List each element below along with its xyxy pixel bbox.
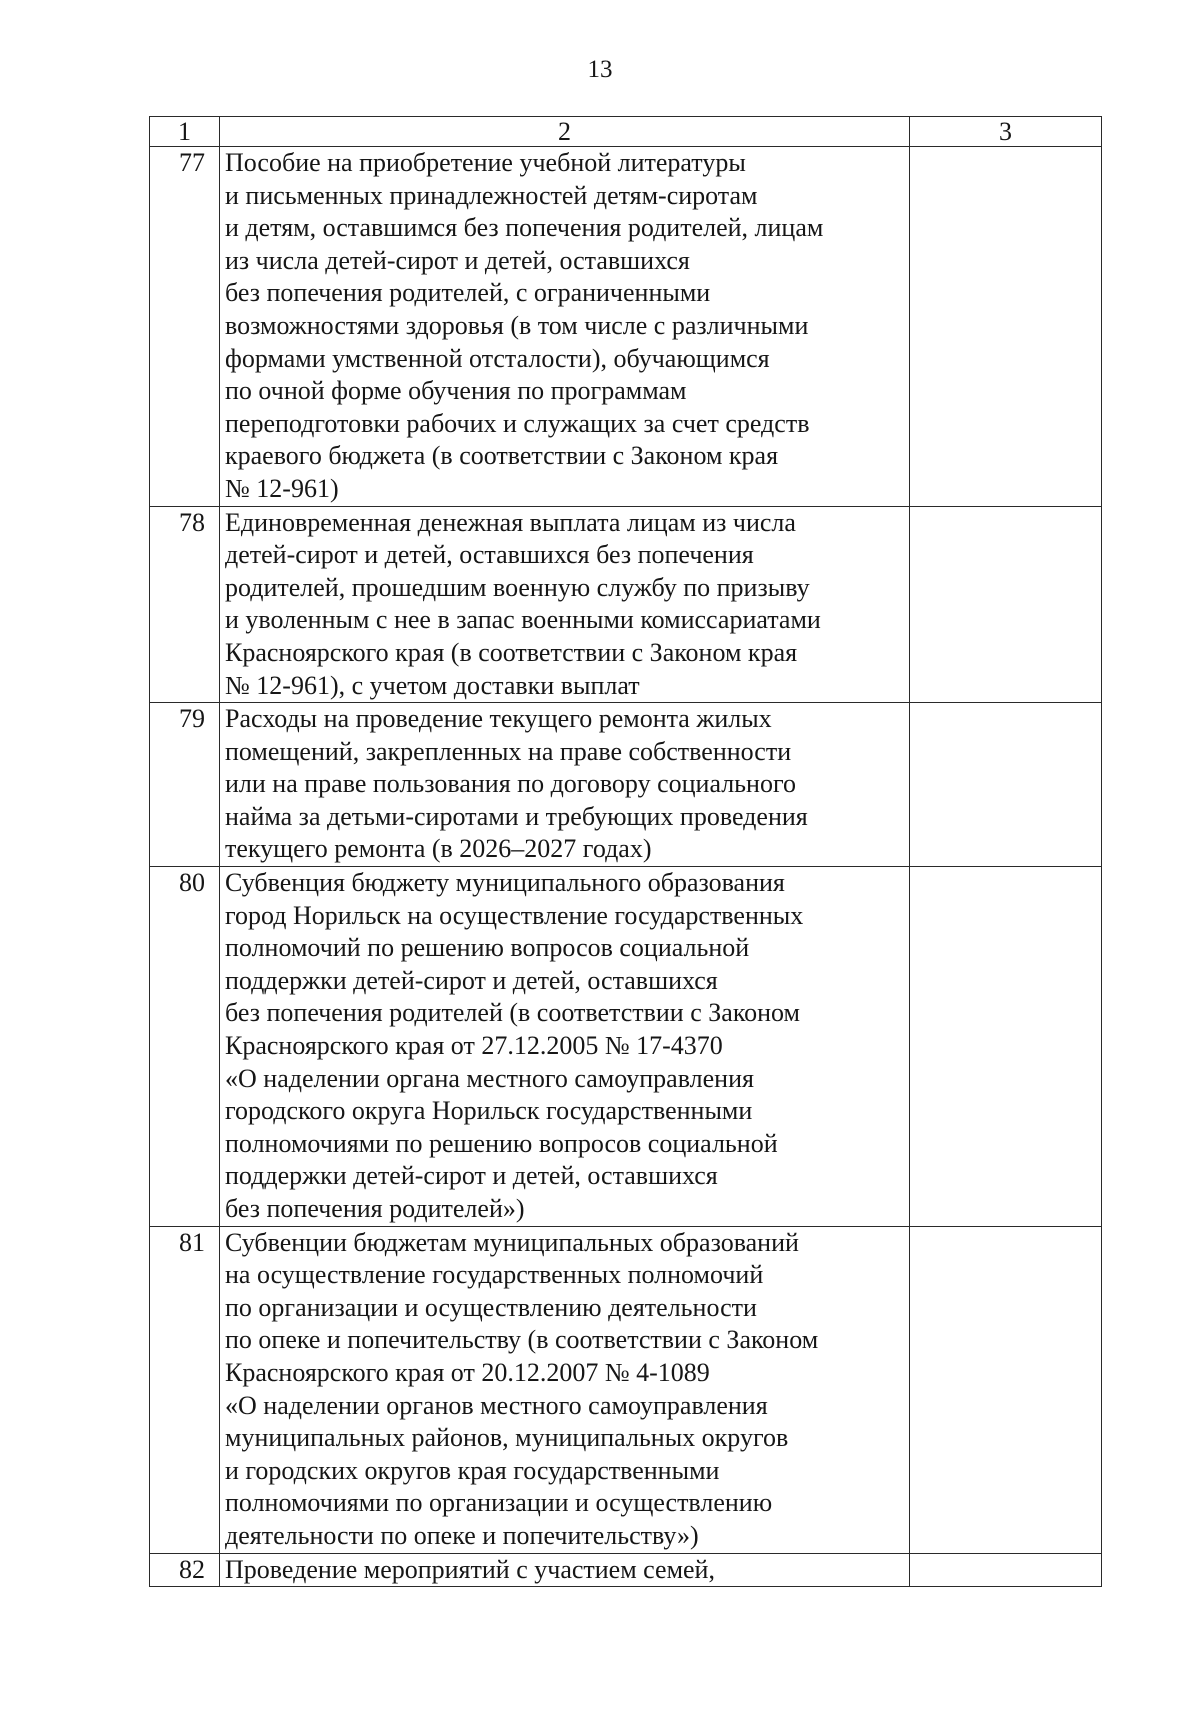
- description-line: переподготовки рабочих и служащих за счет средств: [225, 408, 810, 438]
- row-col3: [910, 1226, 1102, 1553]
- description-line: поддержки детей-сирот и детей, оставшихся: [225, 965, 718, 995]
- description-line: и письменных принадлежностей детям-сиротам: [225, 180, 758, 210]
- description-line: № 12-961), с учетом доставки выплат: [225, 670, 640, 700]
- description-line: полномочиями по решению вопросов социальной: [225, 1128, 778, 1158]
- row-number: 77: [150, 147, 220, 507]
- row-col3: [910, 147, 1102, 507]
- description-line: текущего ремонта (в 2026–2027 годах): [225, 834, 652, 864]
- description-line: без попечения родителей, с ограниченными: [225, 278, 711, 308]
- description-line: Красноярского края от 27.12.2005 № 17-4370: [225, 1031, 723, 1061]
- description-line: помещений, закрепленных на праве собственности: [225, 736, 792, 766]
- row-description: [220, 867, 910, 1227]
- row-description: [220, 147, 910, 507]
- row-number: 78: [150, 506, 220, 703]
- description-line: деятельности по опеке и попечительству»): [225, 1520, 699, 1550]
- description-line: муниципальных районов, муниципальных округов: [225, 1423, 789, 1453]
- description-line: Субвенция бюджету муниципального образования: [225, 868, 785, 898]
- description-line: городского округа Норильск государственными: [225, 1096, 753, 1126]
- description-line: или на праве пользования по договору социального: [225, 769, 796, 799]
- row-description: [220, 506, 910, 703]
- description-line: Красноярского края (в соответствии с Законом края: [225, 637, 798, 667]
- description-line: «О наделении органов местного самоуправления: [225, 1390, 768, 1420]
- header-col-1: 1: [150, 117, 220, 147]
- budget-table: [149, 116, 1102, 1587]
- page-number: 13: [587, 56, 613, 83]
- description-line: Проведение мероприятий с участием семей,: [225, 1554, 715, 1584]
- description-line: найма за детьми-сиротами и требующих проведения: [225, 801, 808, 831]
- table-header-row: [150, 117, 1102, 147]
- row-number: 81: [150, 1226, 220, 1553]
- description-line: Красноярского края от 20.12.2007 № 4-1089: [225, 1357, 710, 1387]
- description-line: Единовременная денежная выплата лицам из числа: [225, 507, 796, 537]
- table-row: [150, 703, 1102, 867]
- description-line: Пособие на приобретение учебной литературы: [225, 148, 746, 177]
- row-col3: [910, 867, 1102, 1227]
- description-line: «О наделении органа местного самоуправления: [225, 1063, 754, 1093]
- description-line: и городских округов края государственными: [225, 1455, 720, 1485]
- table-row: [150, 1226, 1102, 1553]
- row-description: [220, 703, 910, 867]
- row-description: [220, 1553, 910, 1587]
- description-line: поддержки детей-сирот и детей, оставшихся: [225, 1161, 718, 1191]
- description-line: полномочий по решению вопросов социальной: [225, 933, 750, 963]
- table-row: [150, 506, 1102, 703]
- row-col3: [910, 703, 1102, 867]
- description-line: детей-сирот и детей, оставшихся без попечения: [225, 540, 754, 570]
- description-line: на осуществление государственных полномочий: [225, 1260, 764, 1290]
- description-line: без попечения родителей»): [225, 1194, 525, 1223]
- description-line: краевого бюджета (в соответствии с Законом края: [225, 441, 779, 471]
- description-line: Расходы на проведение текущего ремонта жилых: [225, 704, 772, 734]
- description-line: и уволенным с нее в запас военными комиссариатами: [225, 605, 821, 635]
- description-line: родителей, прошедшим военную службу по призыву: [225, 572, 810, 602]
- header-col-2: 2: [220, 117, 910, 147]
- header-col-3: 3: [910, 117, 1102, 147]
- description-line: по очной форме обучения по программам: [225, 376, 687, 406]
- description-line: по организации и осуществлению деятельности: [225, 1292, 757, 1322]
- description-line: возможностями здоровья (в том числе с различными: [225, 310, 809, 340]
- table-row: [150, 1553, 1102, 1587]
- description-line: и детям, оставшимся без попечения родителей, лицам: [225, 213, 824, 243]
- description-line: № 12-961): [225, 473, 339, 503]
- description-line: формами умственной отсталости), обучающимся: [225, 343, 770, 373]
- description-line: без попечения родителей (в соответствии с Законом: [225, 998, 800, 1028]
- row-number: 82: [150, 1553, 220, 1587]
- row-col3: [910, 1553, 1102, 1587]
- row-col3: [910, 506, 1102, 703]
- description-line: полномочиями по организации и осуществлению: [225, 1488, 773, 1518]
- description-line: из числа детей-сирот и детей, оставшихся: [225, 245, 690, 275]
- description-line: по опеке и попечительству (в соответствии с Законом: [225, 1325, 819, 1355]
- row-description: [220, 1226, 910, 1553]
- row-number: 80: [150, 867, 220, 1227]
- table-row: [150, 147, 1102, 507]
- description-line: город Норильск на осуществление государственных: [225, 900, 804, 930]
- row-number: 79: [150, 703, 220, 867]
- table-row: [150, 867, 1102, 1227]
- description-line: Субвенции бюджетам муниципальных образований: [225, 1227, 799, 1257]
